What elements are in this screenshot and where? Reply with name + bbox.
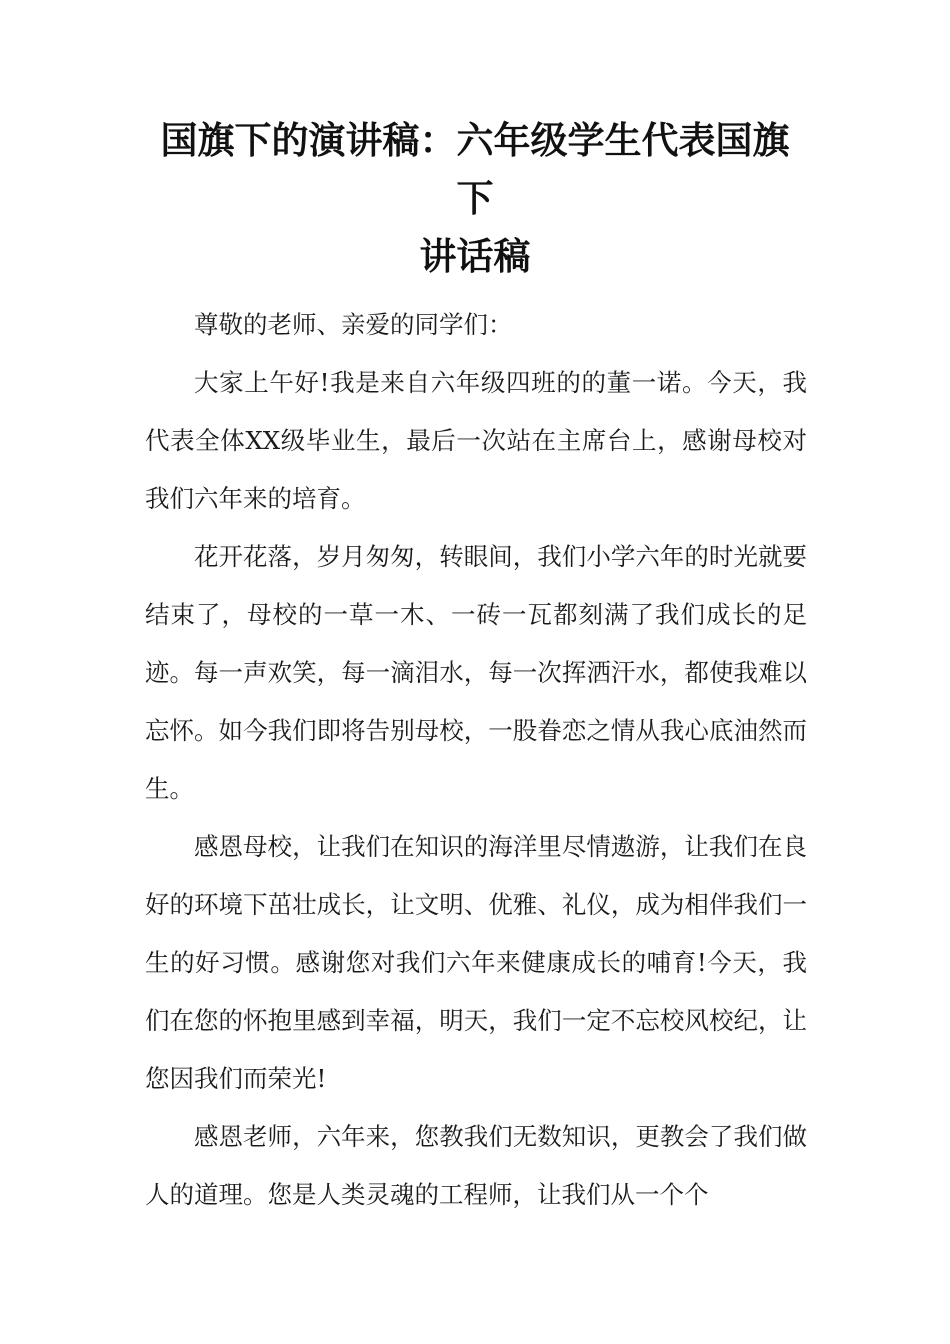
document-body [145,296,807,1224]
body-paragraph: 花开花落，岁月匆匆，转眼间，我们小学六年的时光就要结束了，母校的一草一木、一砖一瓦都刻满了我们成长的足迹。每一声欢笑，每一滴泪水，每一次挥洒汗水，都使我难以忘怀。如今我们即将告别母校，一股眷恋之情从我心底油然而生。 [145,542,807,803]
title-line-1: 国旗下的演讲稿：六年级学生代表国旗下 [160,119,790,220]
body-paragraph: 大家上午好!我是来自六年级四班的的董一诺。今天，我代表全体XX级毕业生，最后一次站在主席台上，感谢母校对我们六年来的培育。 [145,368,807,513]
body-paragraph: 感恩母校，让我们在知识的海洋里尽情遨游，让我们在良好的环境下茁壮成长，让文明、优雅、礼仪，成为相伴我们一生的好习惯。感谢您对我们六年来健康成长的哺育!今天，我们在您的怀抱里感到幸福，明天，我们一定不忘校风校纪，让您因我们而荣光! [145,832,807,1093]
title-line-2: 讲话稿 [419,235,531,278]
body-paragraph: 感恩老师，六年来，您教我们无数知识，更教会了我们做人的道理。您是人类灵魂的工程师，让我们从一个个 [145,1122,807,1209]
document-title [145,112,805,286]
salutation-paragraph: 尊敬的老师、亲爱的同学们： [194,310,513,339]
